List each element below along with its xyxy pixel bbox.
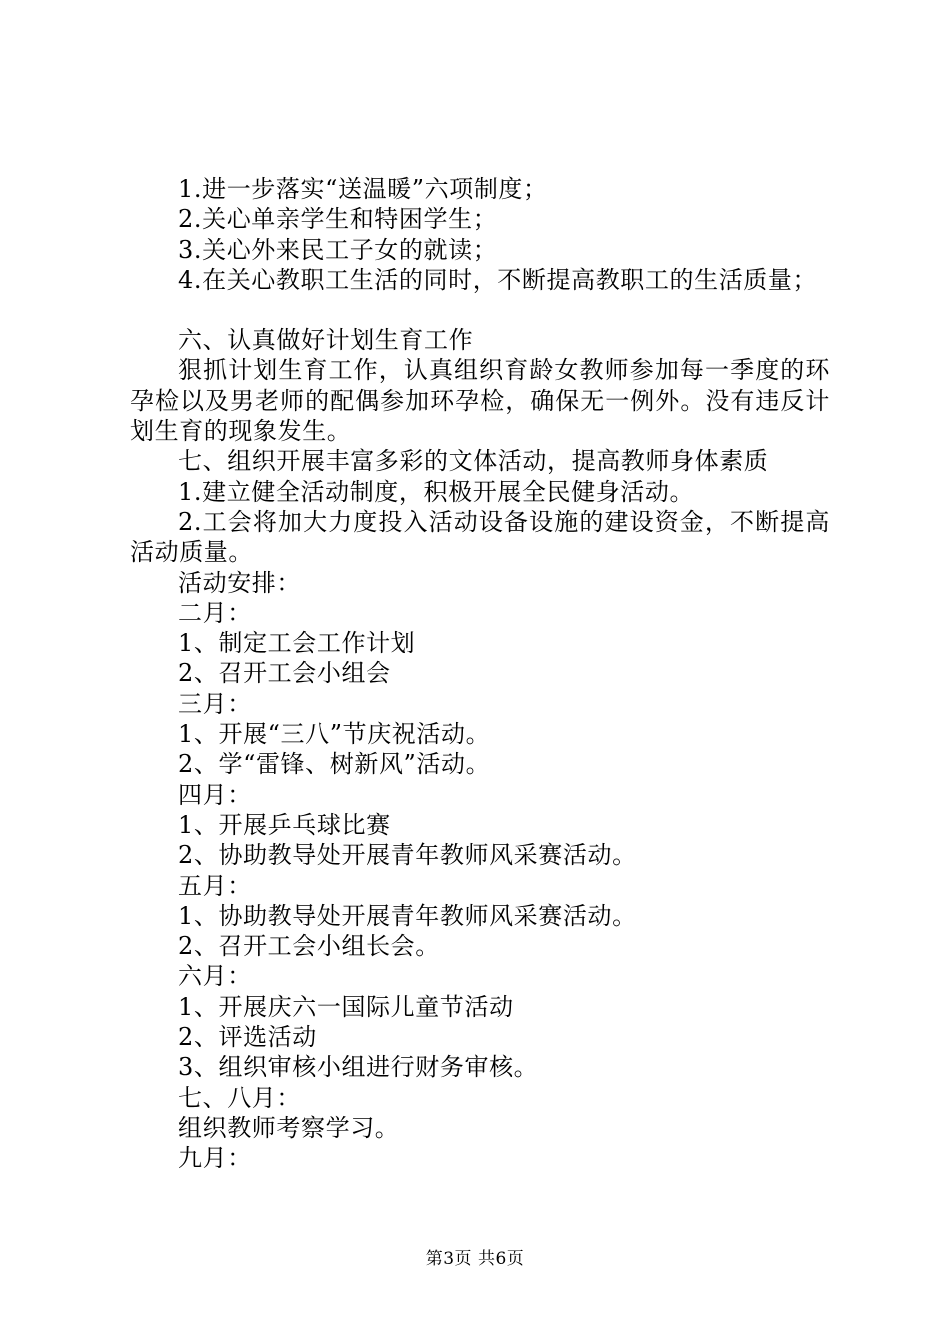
list-item: 2、学“雷锋、树新风”活动。 — [178, 750, 491, 779]
month-heading: 五月： — [178, 871, 252, 900]
list-item: 2、召开工会小组长会。 — [178, 932, 440, 961]
list-item: 1、开展庆六一国际儿童节活动 — [178, 992, 514, 1021]
section-heading: 六、认真做好计划生育工作 — [178, 326, 474, 355]
page-number-footer: 第3页 共6页 — [425, 1249, 525, 1269]
list-item: 2、召开工会小组会 — [178, 659, 391, 688]
list-item: 组织教师考察学习。 — [178, 1113, 400, 1142]
list-item: 3、组织审核小组进行财务审核。 — [178, 1053, 539, 1082]
list-item: 1.建立健全活动制度，积极开展全民健身活动。 — [178, 477, 695, 506]
list-item: 2、评选活动 — [178, 1023, 317, 1052]
list-item: 2、协助教导处开展青年教师风采赛活动。 — [178, 841, 637, 870]
list-item: 1、制定工会工作计划 — [178, 629, 416, 658]
list-item: 1、协助教导处开展青年教师风采赛活动。 — [178, 901, 637, 930]
schedule-title: 活动安排： — [178, 568, 301, 597]
month-heading: 七、八月： — [178, 1083, 301, 1112]
month-heading: 九月： — [178, 1144, 252, 1173]
month-heading: 三月： — [178, 689, 252, 718]
month-heading: 六月： — [178, 962, 252, 991]
month-heading: 四月： — [178, 780, 252, 809]
month-heading: 二月： — [178, 598, 252, 627]
paragraph: 狠抓计划生育工作，认真组织育龄女教师参加每一季度的环孕检以及男老师的配偶参加环孕检，确保无一例外。没有违反计划生育的现象发生。 — [130, 356, 830, 446]
paragraph-gap — [130, 295, 830, 325]
document-body — [130, 174, 830, 1174]
list-item: 2.关心单亲学生和特困学生； — [178, 205, 498, 234]
list-item: 1、开展“三八”节庆祝活动。 — [178, 720, 491, 749]
list-item: 1、开展乒乓球比赛 — [178, 810, 391, 839]
section-heading: 七、组织开展丰富多彩的文体活动，提高教师身体素质 — [178, 447, 769, 476]
list-item: 4.在关心教职工生活的同时，不断提高教职工的生活质量； — [178, 265, 818, 294]
list-item: 3.关心外来民工子女的就读； — [178, 235, 498, 264]
list-item: 1.进一步落实“送温暖”六项制度； — [178, 175, 548, 203]
paragraph: 2.工会将加大力度投入活动设备设施的建设资金，不断提高活动质量。 — [130, 507, 830, 567]
